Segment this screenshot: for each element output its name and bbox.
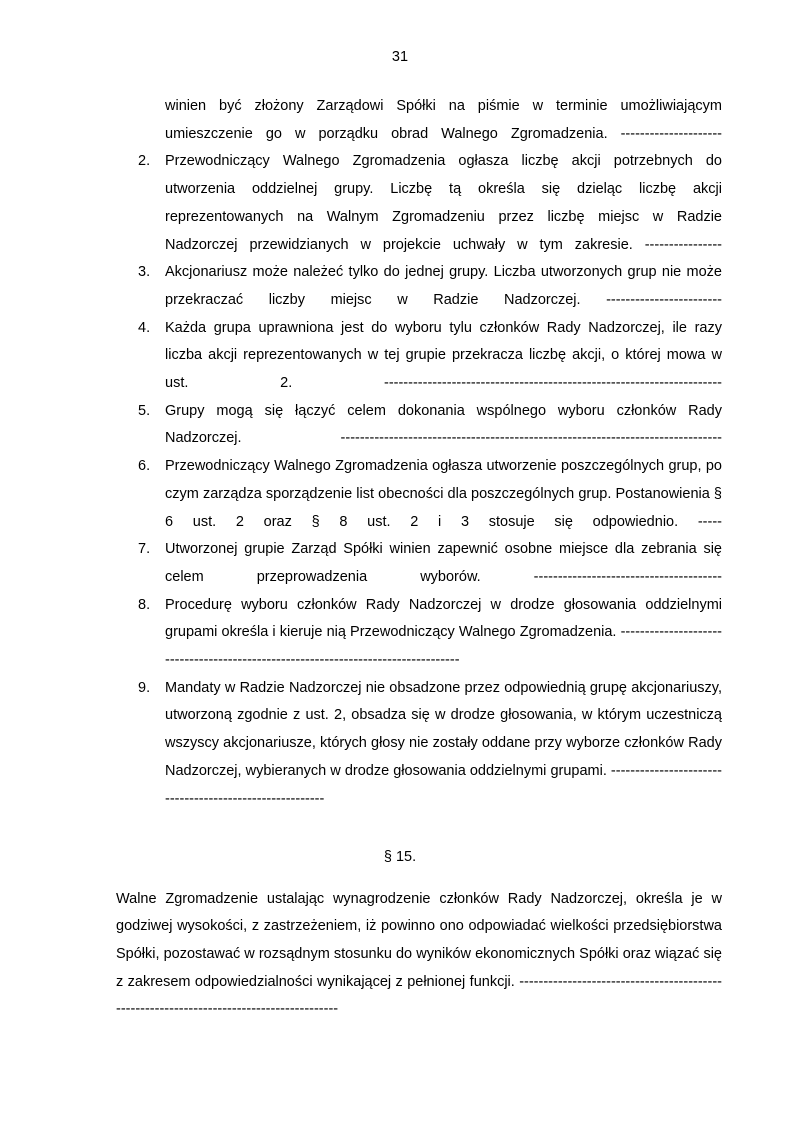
page-number: 31: [391, 49, 409, 65]
list-item-text: Grupy mogą się łączyć celem dokonania wspólnego wyboru członków Rady Nadzorczej. -------------------------------------------------------------------------------: [165, 402, 722, 447]
list-item: [138, 536, 722, 591]
list-item: [138, 398, 722, 453]
list-item-number: 6.: [138, 458, 151, 475]
list-item-text: Przewodniczący Walnego Zgromadzenia ogłasza liczbę akcji potrzebnych do utworzenia oddzielnej grupy. Liczbę tą określa się dzieląc liczbę akcji reprezentowanych na Walnym Zgromadzeniu przez liczbę miejsc w Radzie Nadzorczej przewidzianych w projekcie uchwały w tym zakresie. ----------------: [165, 153, 722, 253]
list-item-text: Przewodniczący Walnego Zgromadzenia ogłasza utworzenie poszczególnych grup, po czym zarządza sporządzenie list obecności dla poszczególnych grup. Postanowienia § 6 ust. 2 oraz § 8 ust. 2 i 3 stosuje się odpowiednio. -----: [165, 458, 722, 530]
list-item-text: Akcjonariusz może należeć tylko do jednej grupy. Liczba utworzonych grup nie może przekraczać liczby miejsc w Radzie Nadzorczej. ------------------------: [165, 264, 722, 308]
list-item-number: 5.: [138, 402, 151, 419]
list-item: [138, 315, 722, 398]
list-item-text: Każda grupa uprawniona jest do wyboru tylu członków Rady Nadzorczej, ile razy liczba akcji reprezentowanych w tej grupie przekracza liczbę akcji, o której mowa w ust. 2. ----------------------------------------------------------------------: [165, 319, 722, 392]
list-item-number: 8.: [138, 596, 151, 613]
list-item-number: 7.: [138, 541, 151, 558]
list-item-text: Mandaty w Radzie Nadzorczej nie obsadzone przez odpowiednią grupę akcjonariuszy, utworzoną zgodnie z ust. 2, obsadza się w drodze głosowania, w którym uczestniczą wszyscy akcjonariusze, których głosy nie zostały oddane przy wyborze członków Rady Nadzorczej, wybieranych w drodze głosowania oddzielnymi grupami. --------------------------------------------------------: [165, 679, 722, 807]
list-item-number: 3.: [138, 264, 151, 281]
list-item-number: 2.: [138, 153, 151, 170]
section-paragraph: Walne Zgromadzenie ustalając wynagrodzenie członków Rady Nadzorczej, określa je w godziwej wysokości, z zastrzeżeniem, iż powinno ono odpowiadać wielkości przedsiębiorstwa Spółki, pozostawać w rozsądnym stosunku do wyników ekonomicznych Spółki oraz wiązać się z zakresem odpowiedzialności wynikającej z pełnionej funkcji. ----------------------------------------------------------------------------------------: [116, 890, 722, 1018]
list-item: [138, 259, 722, 314]
numbered-list: [138, 93, 722, 813]
section-heading: § 15.: [383, 849, 417, 865]
list-item: [138, 453, 722, 536]
list-item-number: 4.: [138, 319, 151, 336]
list-item: [138, 592, 722, 675]
list-item: [138, 148, 722, 259]
list-item-number: 9.: [138, 679, 151, 696]
list-item: [138, 675, 722, 814]
list-item-text: Utworzonej grupie Zarząd Spółki winien zapewnić osobne miejsce dla zebrania się celem przeprowadzenia wyborów. ---------------------------------------: [165, 541, 722, 585]
continuation-paragraph: winien być złożony Zarządowi Spółki na piśmie w terminie umożliwiającym umieszczenie go w porządku obrad Walnego Zgromadzenia. ---------------------: [165, 98, 722, 142]
list-item-text: Procedurę wyboru członków Rady Nadzorczej w drodze głosowania oddzielnymi grupami określa i kieruje nią Przewodniczący Walnego Zgromadzenia. ----------------------------------------------------------------------------------: [165, 596, 722, 669]
